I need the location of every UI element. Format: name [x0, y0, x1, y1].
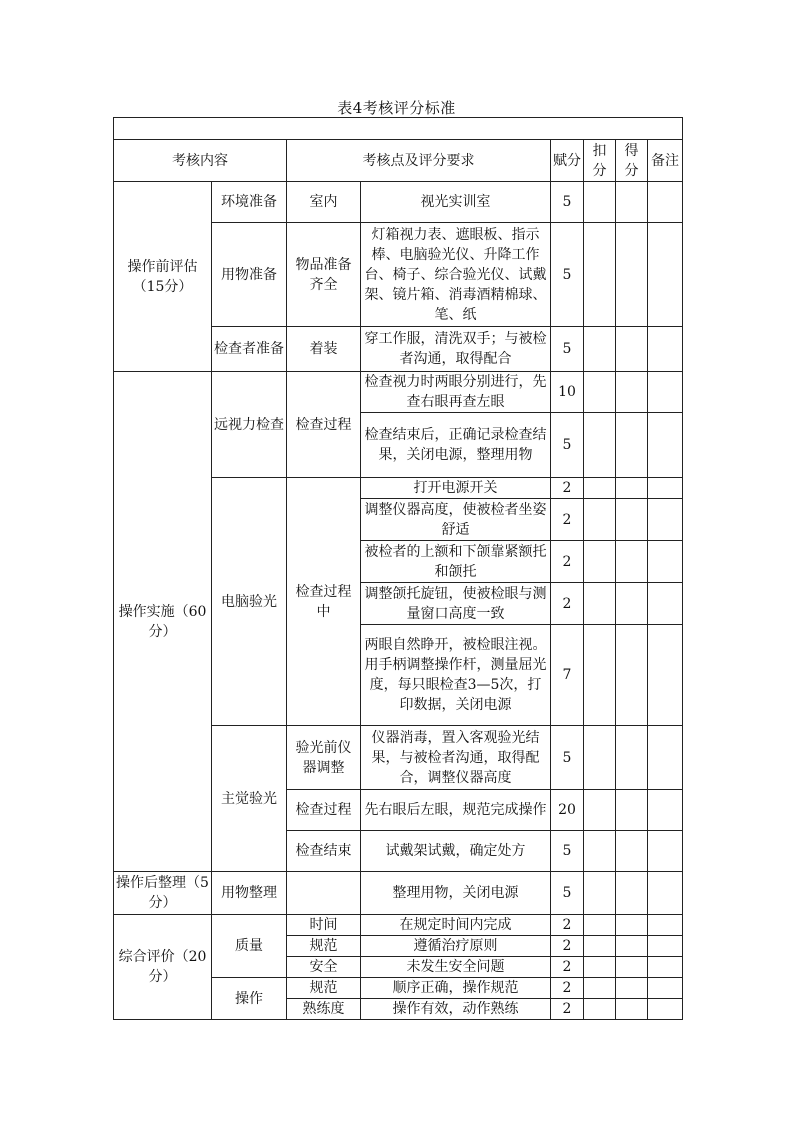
remark-cell	[648, 831, 683, 872]
item-cell	[287, 872, 361, 915]
got-cell	[616, 978, 648, 999]
got-cell	[616, 936, 648, 957]
sub-cell: 质量	[212, 915, 287, 978]
remark-cell	[648, 726, 683, 790]
table-row	[114, 915, 683, 936]
req-cell: 操作有效，动作熟练	[361, 999, 551, 1020]
deduct-cell	[584, 478, 616, 499]
remark-cell	[648, 625, 683, 726]
item-cell: 规范	[287, 978, 361, 999]
got-cell	[616, 223, 648, 327]
remark-cell	[648, 478, 683, 499]
remark-cell	[648, 790, 683, 831]
score-cell: 20	[551, 790, 584, 831]
req-cell: 视光实训室	[361, 182, 551, 223]
header-row	[114, 140, 683, 182]
got-cell	[616, 625, 648, 726]
header-got: 得分	[616, 140, 648, 182]
deduct-cell	[584, 413, 616, 478]
score-cell: 2	[551, 978, 584, 999]
score-cell: 2	[551, 541, 584, 583]
section-impl: 操作实施（60分）	[114, 372, 212, 872]
got-cell	[616, 413, 648, 478]
got-cell	[616, 583, 648, 625]
req-cell: 灯箱视力表、遮眼板、指示棒、电脑验光仪、升降工作台、椅子、综合验光仪、试戴架、镜片箱、消毒酒精棉球、笔、纸	[361, 223, 551, 327]
header-content: 考核内容	[114, 140, 287, 182]
deduct-cell	[584, 978, 616, 999]
score-cell: 5	[551, 726, 584, 790]
req-cell: 检查结束后，正确记录检查结果，关闭电源，整理用物	[361, 413, 551, 478]
deduct-cell	[584, 957, 616, 978]
score-cell: 2	[551, 999, 584, 1020]
item-cell: 着装	[287, 327, 361, 372]
remark-cell	[648, 499, 683, 541]
section-post: 操作后整理（5分）	[114, 872, 212, 915]
req-cell: 试戴架试戴，确定处方	[361, 831, 551, 872]
scoring-table	[113, 117, 683, 1020]
item-cell: 熟练度	[287, 999, 361, 1020]
got-cell	[616, 182, 648, 223]
got-cell	[616, 999, 648, 1020]
remark-cell	[648, 872, 683, 915]
score-cell: 5	[551, 413, 584, 478]
remark-cell	[648, 541, 683, 583]
remark-cell	[648, 583, 683, 625]
deduct-cell	[584, 182, 616, 223]
score-cell: 2	[551, 936, 584, 957]
deduct-cell	[584, 583, 616, 625]
req-cell: 先右眼后左眼，规范完成操作	[361, 790, 551, 831]
deduct-cell	[584, 936, 616, 957]
header-deduct: 扣分	[584, 140, 616, 182]
remark-cell	[648, 978, 683, 999]
got-cell	[616, 831, 648, 872]
sub-cell: 用物整理	[212, 872, 287, 915]
req-cell: 穿工作服，清洗双手；与被检者沟通，取得配合	[361, 327, 551, 372]
item-cell: 规范	[287, 936, 361, 957]
item-cell: 检查过程中	[287, 478, 361, 726]
req-cell: 顺序正确，操作规范	[361, 978, 551, 999]
req-cell: 在规定时间内完成	[361, 915, 551, 936]
deduct-cell	[584, 499, 616, 541]
item-cell: 安全	[287, 957, 361, 978]
score-cell: 5	[551, 223, 584, 327]
item-cell: 室内	[287, 182, 361, 223]
score-cell: 10	[551, 372, 584, 413]
remark-cell	[648, 182, 683, 223]
score-cell: 5	[551, 831, 584, 872]
deduct-cell	[584, 223, 616, 327]
remark-cell	[648, 915, 683, 936]
header-points: 考核点及评分要求	[287, 140, 551, 182]
table-row	[114, 372, 683, 413]
remark-cell	[648, 223, 683, 327]
req-cell: 整理用物，关闭电源	[361, 872, 551, 915]
deduct-cell	[584, 625, 616, 726]
sub-cell: 环境准备	[212, 182, 287, 223]
page-title: 表4考核评分标准	[337, 99, 456, 117]
deduct-cell	[584, 790, 616, 831]
header-score: 赋分	[551, 140, 584, 182]
item-cell: 验光前仪器调整	[287, 726, 361, 790]
item-cell: 检查结束	[287, 831, 361, 872]
score-cell: 5	[551, 182, 584, 223]
table-row	[114, 872, 683, 915]
blank-row	[114, 118, 683, 140]
got-cell	[616, 541, 648, 583]
got-cell	[616, 372, 648, 413]
score-cell: 2	[551, 915, 584, 936]
deduct-cell	[584, 915, 616, 936]
got-cell	[616, 915, 648, 936]
req-cell: 检查视力时两眼分别进行，先查右眼再查左眼	[361, 372, 551, 413]
req-cell: 调整颌托旋钮，使被检眼与测量窗口高度一致	[361, 583, 551, 625]
item-cell: 时间	[287, 915, 361, 936]
deduct-cell	[584, 327, 616, 372]
req-cell: 被检者的上额和下颌靠紧额托和颌托	[361, 541, 551, 583]
got-cell	[616, 478, 648, 499]
remark-cell	[648, 999, 683, 1020]
remark-cell	[648, 413, 683, 478]
got-cell	[616, 957, 648, 978]
deduct-cell	[584, 831, 616, 872]
got-cell	[616, 499, 648, 541]
score-cell: 7	[551, 625, 584, 726]
got-cell	[616, 327, 648, 372]
deduct-cell	[584, 872, 616, 915]
deduct-cell	[584, 999, 616, 1020]
req-cell: 未发生安全问题	[361, 957, 551, 978]
got-cell	[616, 872, 648, 915]
req-cell: 打开电源开关	[361, 478, 551, 499]
req-cell: 遵循治疗原则	[361, 936, 551, 957]
item-cell: 检查过程	[287, 372, 361, 478]
remark-cell	[648, 936, 683, 957]
header-remark: 备注	[648, 140, 683, 182]
sub-cell: 用物准备	[212, 223, 287, 327]
sub-cell: 检查者准备	[212, 327, 287, 372]
sub-cell: 操作	[212, 978, 287, 1020]
got-cell	[616, 726, 648, 790]
sub-cell: 主觉验光	[212, 726, 287, 872]
section-overall: 综合评价（20分）	[114, 915, 212, 1020]
sub-cell: 远视力检查	[212, 372, 287, 478]
score-cell: 2	[551, 478, 584, 499]
score-cell: 2	[551, 499, 584, 541]
req-cell: 调整仪器高度，使被检者坐姿舒适	[361, 499, 551, 541]
remark-cell	[648, 327, 683, 372]
score-cell: 5	[551, 872, 584, 915]
score-cell: 2	[551, 957, 584, 978]
deduct-cell	[584, 372, 616, 413]
section-pre: 操作前评估（15分）	[114, 182, 212, 372]
table-row	[114, 182, 683, 223]
remark-cell	[648, 372, 683, 413]
req-cell: 仪器消毒，置入客观验光结果，与被检者沟通，取得配合，调整仪器高度	[361, 726, 551, 790]
deduct-cell	[584, 541, 616, 583]
deduct-cell	[584, 726, 616, 790]
req-cell: 两眼自然睁开，被检眼注视。用手柄调整操作杆，测量屈光度，每只眼检查3—5次，打印数据，关闭电源	[361, 625, 551, 726]
score-cell: 2	[551, 583, 584, 625]
item-cell: 检查过程	[287, 790, 361, 831]
item-cell: 物品准备齐全	[287, 223, 361, 327]
sub-cell: 电脑验光	[212, 478, 287, 726]
remark-cell	[648, 957, 683, 978]
score-cell: 5	[551, 327, 584, 372]
got-cell	[616, 790, 648, 831]
